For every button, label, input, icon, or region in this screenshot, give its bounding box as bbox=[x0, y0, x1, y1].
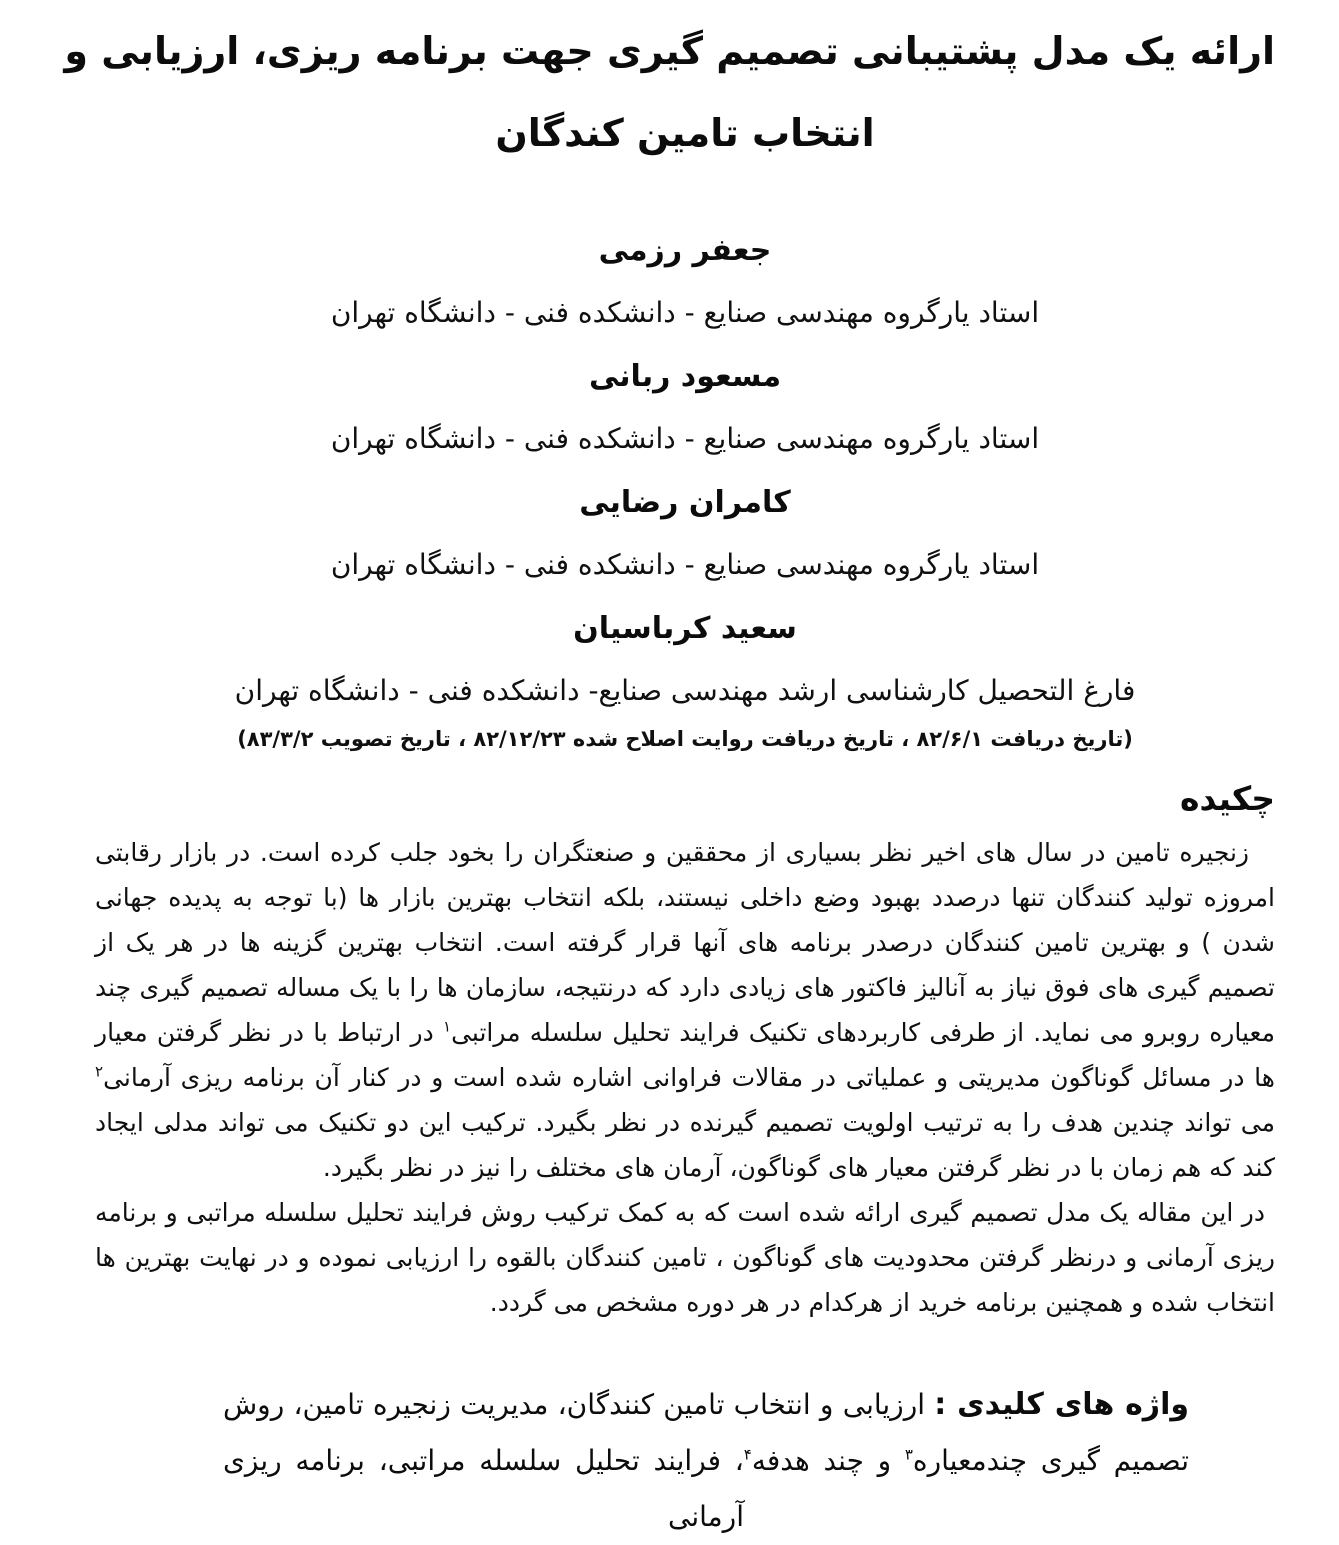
author-name: سعید کرباسیان bbox=[573, 611, 797, 646]
author-affiliation: استاد یارگروه مهندسی صنایع - دانشکده فنی - دانشگاه تهران bbox=[330, 548, 1040, 581]
received-dates-line: (تاریخ دریافت ۸۲/۶/۱ ، تاریخ دریافت روایت اصلاح شده ۸۲/۱۲/۲۳ ، تاریخ تصویب ۸۳/۳/۲) bbox=[237, 727, 1133, 751]
author-affiliation: استاد یارگروه مهندسی صنایع - دانشکده فنی - دانشگاه تهران bbox=[330, 422, 1040, 455]
author-affiliation: استاد یارگروه مهندسی صنایع - دانشکده فنی - دانشگاه تهران bbox=[330, 296, 1040, 329]
abstract-paragraph-1 bbox=[95, 830, 1275, 1190]
abstract-paragraph-2: در این مقاله یک مدل تصمیم گیری ارائه شده است که به کمک ترکیب روش فرایند تحلیل سلسله مراتبی و برنامه ریزی آرمانی و درنظر گرفتن محدودیت های گوناگون ، تامین کنندگان بالقوه را ارزیابی نموده و در نهایت بهترین ها انتخاب شده و همچنین برنامه خرید از هرکدام در هر دوره مشخص می گردد. bbox=[95, 1198, 1275, 1317]
paper-title-line-1: ارائه یک مدل پشتیبانی تصمیم گیری جهت برنامه ریزی، ارزیابی و bbox=[64, 29, 1275, 73]
authors-section bbox=[95, 230, 1275, 712]
footnote-marker-3: ۳ bbox=[904, 1445, 913, 1464]
author-block bbox=[95, 482, 1275, 586]
abstract-text-part: می تواند چندین هدف را به ترتیب اولویت تصمیم گیرنده در نظر بگیرد. ترکیب این دو تکنیک می تواند مدلی ایجاد کند که هم زمان با در نظر گرفتن معیار های گوناگون، آرمان های مختلف را نیز در نظر بگیرد. bbox=[95, 1108, 1275, 1182]
abstract-text-part: زنجیره تامین در سال های اخیر نظر بسیاری از محققین و صنعتگران را بخود جلب کرده است. در بازار رقابتی امروزه تولید کنندگان تنها درصدد بهبود وضع داخلی نیستند، بلکه انتخاب بهترین بازار ها (با توجه به پدیده جهانی شدن ) و بهترین تامین کنندگان درصدر برنامه های آنها قرار گرفته است. انتخاب بهترین گزینه ها در هر یک از تصمیم گیری های فوق نیاز به آنالیز فاکتور های زیادی دارد که درنتیجه، سازمان ها را با یک مساله تصمیم گیری چند معیاره روبرو می نماید. از طرفی کاربردهای تکنیک فرایند تحلیل سلسله مراتبی bbox=[95, 838, 1275, 1047]
author-block bbox=[95, 230, 1275, 334]
keywords-label: واژه های کلیدی : bbox=[934, 1387, 1189, 1422]
footnote-marker-2: ۲ bbox=[95, 1062, 104, 1081]
author-block bbox=[95, 356, 1275, 460]
abstract-section bbox=[95, 776, 1275, 1325]
paper-title-line-2: انتخاب تامین کندگان bbox=[495, 111, 875, 155]
keywords-text-part: ، فرایند تحلیل سلسله مراتبی، برنامه ریزی آرمانی bbox=[223, 1444, 744, 1533]
paper-title bbox=[64, 10, 1275, 174]
abstract-heading: چکیده bbox=[1180, 779, 1275, 818]
footnote-marker-1: ۱ bbox=[443, 1017, 452, 1036]
author-affiliation: فارغ التحصیل کارشناسی ارشد مهندسی صنایع- دانشکده فنی - دانشگاه تهران bbox=[234, 674, 1136, 707]
keywords-text-part: و چند هدفه bbox=[751, 1444, 905, 1477]
author-name: جعفر رزمی bbox=[598, 233, 772, 268]
footnote-marker-4: ۴ bbox=[743, 1445, 752, 1464]
author-name: مسعود ربانی bbox=[588, 359, 782, 394]
keywords-text-part: ارزیابی و انتخاب تامین کنندگان، مدیریت زنجیره تامین، روش تصمیم گیری چندمعیاره bbox=[223, 1388, 1189, 1477]
author-block bbox=[95, 608, 1275, 712]
author-name: کامران رضایی bbox=[579, 485, 791, 520]
abstract-text-part: در ارتباط با در نظر گرفتن معیار ها در مسائل گوناگون مدیریتی و عملیاتی در مقالات فراوانی اشاره شده است و در کنار آن برنامه ریزی آرمانی bbox=[95, 1018, 1275, 1092]
keywords-section bbox=[95, 1377, 1275, 1545]
